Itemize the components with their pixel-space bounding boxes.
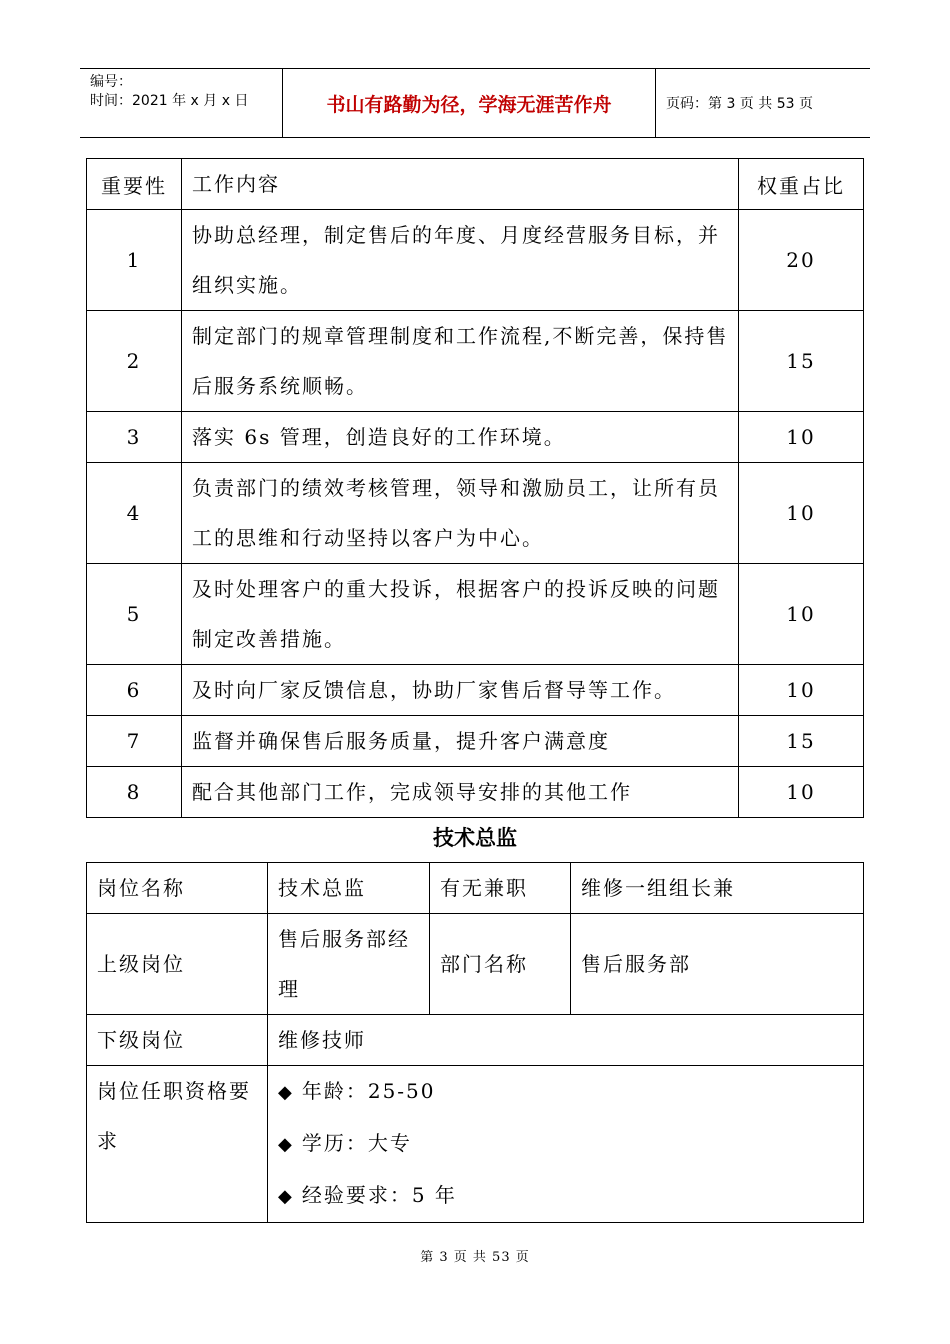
diamond-bullet-icon: ◆ [278, 1134, 294, 1155]
row-num: 3 [87, 412, 182, 463]
dept-value: 售后服务部 [571, 914, 864, 1015]
qual-text: 年龄：25-50 [301, 1079, 436, 1103]
header-page-info: 页码：第 3 页 共 53 页 [666, 96, 813, 112]
row-num: 5 [87, 564, 182, 665]
row-num: 2 [87, 311, 182, 412]
duty-table [86, 158, 864, 818]
table-row [87, 210, 864, 311]
qual-item [278, 1066, 863, 1118]
row-weight: 10 [739, 412, 864, 463]
page-footer: 第 3 页 共 53 页 [420, 1250, 530, 1265]
header-meta [80, 69, 283, 137]
row-content: 落实 6s 管理，创造良好的工作环境。 [182, 412, 739, 463]
page-header [80, 68, 870, 138]
qual-item [278, 1170, 863, 1222]
table-row [87, 311, 864, 412]
row-content: 及时处理客户的重大投诉，根据客户的投诉反映的问题制定改善措施。 [182, 564, 739, 665]
header-importance: 重要性 [87, 159, 182, 210]
post-name-value: 技术总监 [268, 863, 430, 914]
concurrent-label: 有无兼职 [430, 863, 571, 914]
header-weight: 权重占比 [739, 159, 864, 210]
dept-label: 部门名称 [430, 914, 571, 1015]
row-weight: 10 [739, 564, 864, 665]
subordinate-value: 维修技师 [268, 1015, 864, 1066]
row-weight: 15 [739, 311, 864, 412]
row-content: 负责部门的绩效考核管理，领导和激励员工，让所有员工的思维和行动坚持以客户为中心。 [182, 463, 739, 564]
row-num: 6 [87, 665, 182, 716]
row-weight: 10 [739, 463, 864, 564]
table-row [87, 716, 864, 767]
row-num: 8 [87, 767, 182, 818]
table-row [87, 564, 864, 665]
time-label: 时间：2021 年 x 月 x 日 [90, 93, 249, 109]
post-table [86, 862, 864, 1223]
number-label: 编号： [90, 74, 132, 90]
qual-list [268, 1066, 864, 1223]
table-row [87, 863, 864, 914]
header-motto: 书山有路勤为径，学海无涯苦作舟 [283, 69, 656, 137]
table-row [87, 767, 864, 818]
concurrent-value: 维修一组组长兼 [571, 863, 864, 914]
row-weight: 10 [739, 665, 864, 716]
row-content: 制定部门的规章管理制度和工作流程,不断完善，保持售后服务系统顺畅。 [182, 311, 739, 412]
row-weight: 20 [739, 210, 864, 311]
row-num: 7 [87, 716, 182, 767]
post-name-label: 岗位名称 [87, 863, 268, 914]
row-weight: 15 [739, 716, 864, 767]
qual-text: 经验要求：5 年 [301, 1183, 457, 1207]
row-num: 4 [87, 463, 182, 564]
qual-label: 岗位任职资格要求 [87, 1066, 268, 1223]
table-row [87, 665, 864, 716]
row-content: 及时向厂家反馈信息，协助厂家售后督导等工作。 [182, 665, 739, 716]
superior-label: 上级岗位 [87, 914, 268, 1015]
qual-item [278, 1118, 863, 1170]
table-row [87, 412, 864, 463]
table-row [87, 1015, 864, 1066]
diamond-bullet-icon: ◆ [278, 1186, 294, 1207]
superior-value: 售后服务部经理 [268, 914, 430, 1015]
row-content: 配合其他部门工作，完成领导安排的其他工作 [182, 767, 739, 818]
table-row [87, 914, 864, 1015]
row-content: 监督并确保售后服务质量，提升客户满意度 [182, 716, 739, 767]
table-row [87, 1066, 864, 1223]
row-content: 协助总经理，制定售后的年度、月度经营服务目标，并组织实施。 [182, 210, 739, 311]
table-header-row [87, 159, 864, 210]
row-num: 1 [87, 210, 182, 311]
table-row [87, 463, 864, 564]
row-weight: 10 [739, 767, 864, 818]
qual-text: 学历：大专 [301, 1131, 412, 1155]
header-content: 工作内容 [182, 159, 739, 210]
subordinate-label: 下级岗位 [87, 1015, 268, 1066]
section-title: 技术总监 [433, 826, 517, 850]
diamond-bullet-icon: ◆ [278, 1082, 294, 1103]
